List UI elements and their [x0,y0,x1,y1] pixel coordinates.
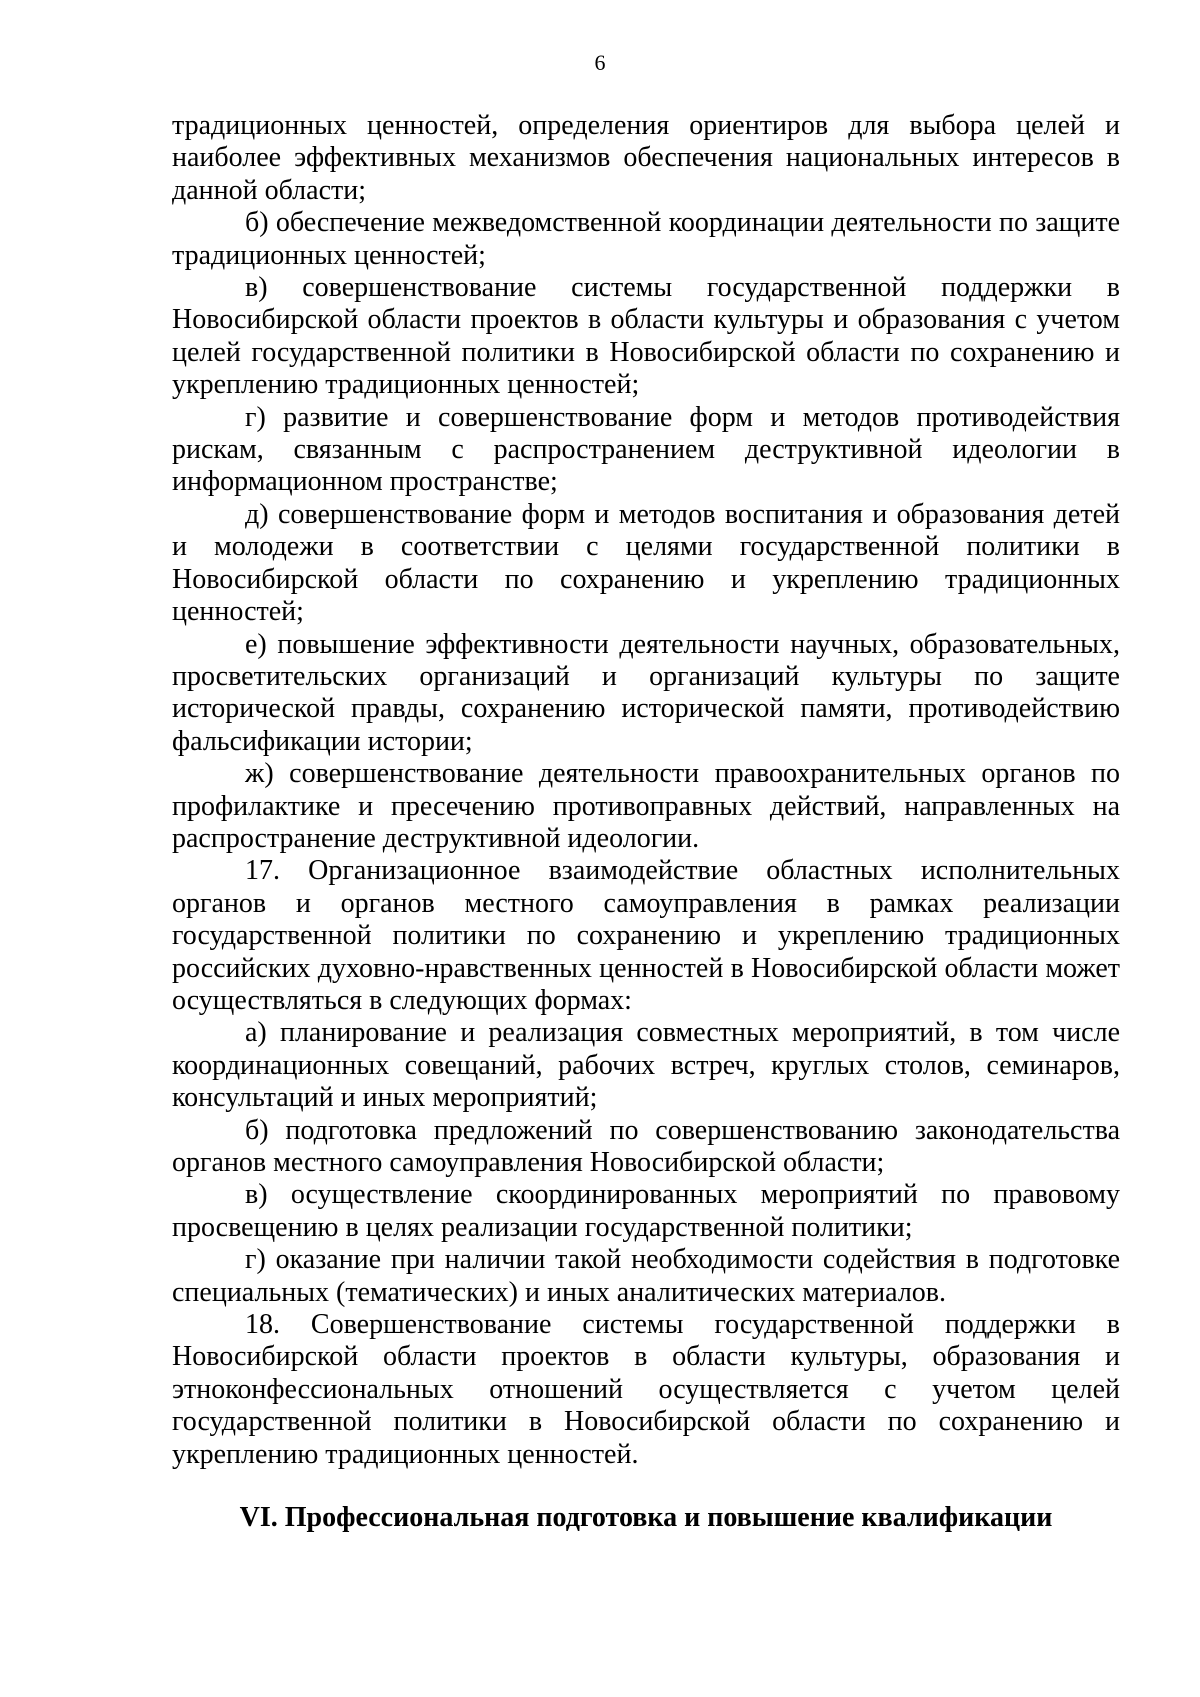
list-item-b: б) обеспечение межведомственной координации деятельности по защите традиционных ценностей; [172,207,1120,271]
page-number: 6 [594,50,606,75]
list-item-e: е) повышение эффективности деятельности научных, образовательных, просветительских организаций и организаций культуры по защите исторической правды, сохранению исторической памяти, противодействию фальсификации истории; [172,628,1120,757]
list-item-g: г) развитие и совершенствование форм и методов противодействия рискам, связанным с распространением деструктивной идеологии в информационном пространстве; [172,401,1120,498]
document-body [172,110,1120,1534]
clause-17-item-b: б) подготовка предложений по совершенствованию законодательства органов местного самоуправления Новосибирской области; [172,1114,1120,1178]
clause-17-item-g: г) оказание при наличии такой необходимости содействия в подготовке специальных (тематических) и иных аналитических материалов. [172,1244,1120,1308]
clause-17-item-v: в) осуществление скоординированных мероприятий по правовому просвещению в целях реализации государственной политики; [172,1179,1120,1243]
section-heading: VI. Профессиональная подготовка и повышение квалификации [239,1502,1053,1534]
list-item-d: д) совершенствование форм и методов воспитания и образования детей и молодежи в соответствии с целями государственной политики в Новосибирской области по сохранению и укреплению традиционных ценностей; [172,498,1120,628]
paragraph-continuation: традиционных ценностей, определения ориентиров для выбора целей и наиболее эффективных механизмов обеспечения национальных интересов в данной области; [172,110,1120,206]
list-item-zh: ж) совершенствование деятельности правоохранительных органов по профилактике и пресечению противоправных действий, направленных на распространение деструктивной идеологии. [172,758,1120,854]
clause-18: 18. Совершенствование системы государственной поддержки в Новосибирской области проектов в области культуры, образования и этноконфессиональных отношений осуществляется с учетом целей государственной политики в Новосибирской области по сохранению и укреплению традиционных ценностей. [172,1309,1120,1470]
clause-17: 17. Организационное взаимодействие областных исполнительных органов и органов местного самоуправления в рамках реализации государственной политики по сохранению и укреплению традиционных российских духовно-нравственных ценностей в Новосибирской области может осуществляться в следующих формах: [172,855,1120,1016]
clause-17-item-a: а) планирование и реализация совместных мероприятий, в том числе координационных совещаний, рабочих встреч, круглых столов, семинаров, консультаций и иных мероприятий; [172,1017,1120,1114]
list-item-v: в) совершенствование системы государственной поддержки в Новосибирской области проектов в области культуры и образования с учетом целей государственной политики в Новосибирской области по сохранению и укреплению традиционных ценностей; [172,272,1120,401]
